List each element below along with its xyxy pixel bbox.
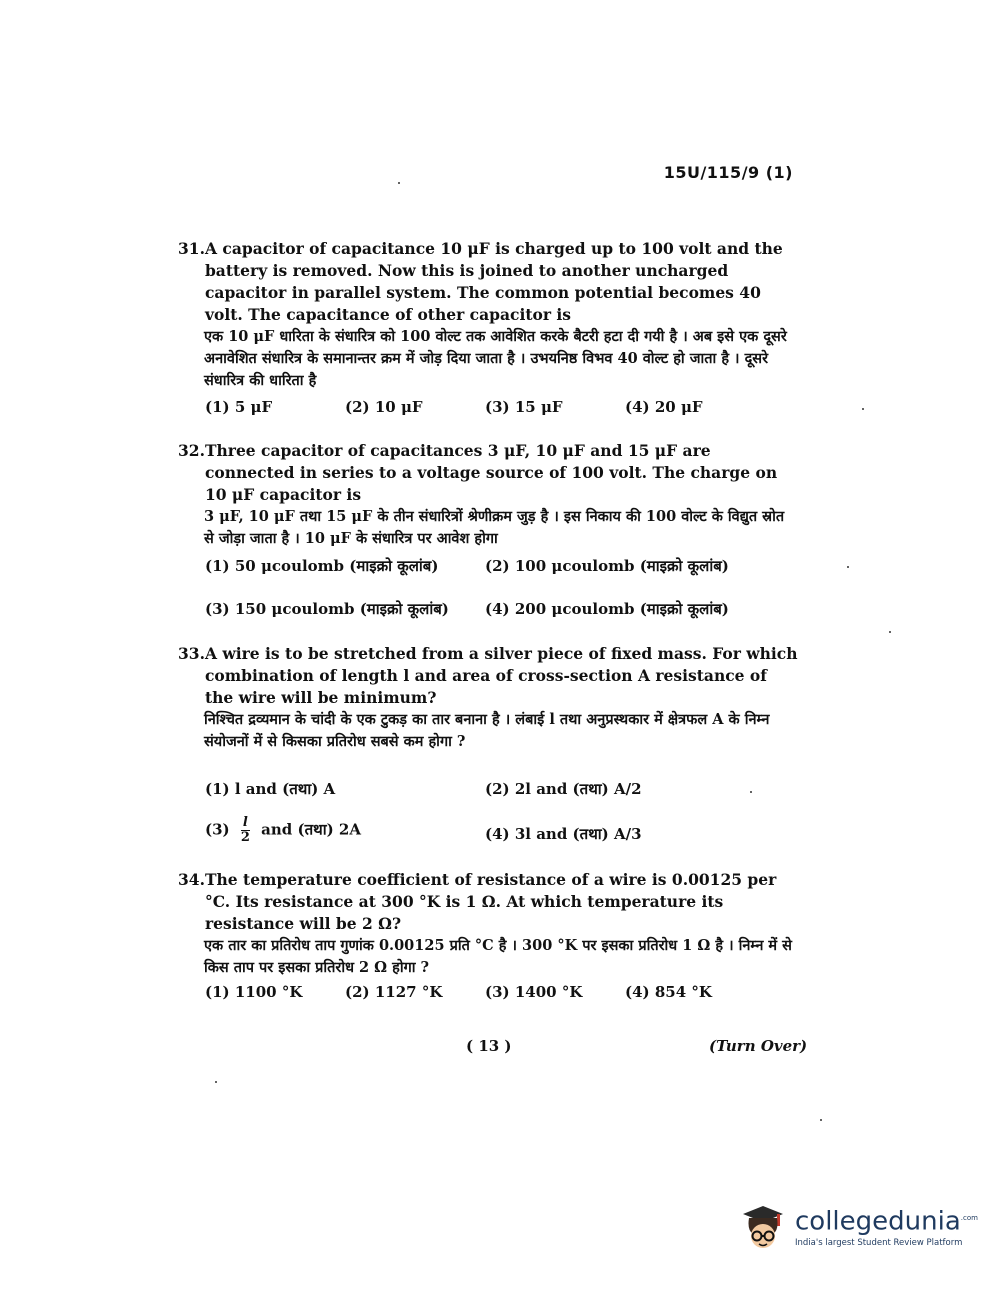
fraction [239, 816, 252, 845]
scan-speck [889, 631, 891, 633]
option-2: (2) 100 μcoulomb (माइक्रो कूलांब) [485, 557, 729, 575]
question-32 [178, 440, 798, 550]
fraction-numerator: l [242, 815, 248, 830]
question-hindi: निश्चित द्रव्यमान के चांदी के एक टुकड़ का तार बनाना है । लंबाई l तथा अनुप्रस्थकार में क्षेत्रफल A के निम्न संयोजनों में से किसका प्रतिरोध सबसे कम होगा ? [204, 711, 770, 750]
page-number: ( 13 ) [466, 1037, 512, 1055]
option-4: (4) 200 μcoulomb (माइक्रो कूलांब) [485, 600, 729, 618]
scan-speck [847, 566, 849, 568]
question-31 [178, 238, 798, 392]
option-4: (4) 3l and (तथा) A/3 [485, 825, 642, 843]
question-english: A capacitor of capacitance 10 μF is charged up to 100 volt and the battery is removed. Now this is joined to another uncharged capacitor in parallel system. The common potential becomes 40 volt. The capacitance of other capacitor is [204, 239, 783, 324]
option-1: (1) 50 μcoulomb (माइक्रो कूलांब) [205, 557, 439, 575]
scan-speck [398, 182, 400, 184]
question-english: The temperature coefficient of resistance of a wire is 0.00125 per °C. Its resistance at 300 °K is 1 Ω. At which temperature its resistance will be 2 Ω? [204, 870, 777, 933]
turn-over-label: (Turn Over) [709, 1037, 808, 1055]
option-2: (2) 10 μF [345, 398, 423, 416]
option-4: (4) 20 μF [625, 398, 703, 416]
question-34 [178, 869, 798, 979]
brand-name: collegedunia$^{.com}$ [795, 1206, 978, 1237]
question-number: 32. [178, 441, 205, 460]
scan-speck [862, 408, 864, 410]
option-3: (3) 1400 °K [485, 983, 583, 1001]
question-hindi: 3 μF, 10 μF तथा 15 μF के तीन संधारित्रों श्रेणीक्रम जुड़ है । इस निकाय की 100 वोल्ट के विद्युत स्रोत से जोड़ा जाता है । 10 μF के संधारित्र पर आवेश होगा [204, 508, 785, 547]
collegedunia-logo [737, 1200, 978, 1252]
question-33 [178, 643, 798, 753]
option-3-text: and (तथा) 2A [261, 820, 362, 839]
scan-speck [750, 791, 752, 793]
question-english: Three capacitor of capacitances 3 μF, 10 μF and 15 μF are connected in series to a voltage source of 100 volt. The charge on 10 μF capacitor is [204, 441, 778, 504]
option-3: (3) 15 μF [485, 398, 563, 416]
brand-tagline: India's largest Student Review Platform [795, 1237, 963, 1248]
option-1: (1) l and (तथा) A [205, 780, 336, 798]
scan-speck [215, 1081, 217, 1083]
paper-code: 15U/115/9 (1) [663, 163, 793, 182]
question-number: 31. [178, 239, 205, 258]
option-1: (1) 5 μF [205, 398, 273, 416]
question-number: 33. [178, 644, 205, 663]
question-hindi: एक 10 μF धारिता के संधारित्र को 100 वोल्ट तक आवेशित करके बैटरी हटा दी गयी है । अब इसे एक दूसरे अनावेशित संधारित्र के समानान्तर क्रम में जोड़ दिया जाता है । उभयनिष्ठ विभव 40 वोल्ट हो जाता है । दूसरे संधारित्र की धारिता है [204, 328, 787, 389]
question-number: 34. [178, 870, 205, 889]
option-1: (1) 1100 °K [205, 983, 303, 1001]
option-3-label: (3) [205, 820, 230, 839]
question-hindi: एक तार का प्रतिरोध ताप गुणांक 0.00125 प्रति °C है । 300 °K पर इसका प्रतिरोध 1 Ω है । निम्न में से किस ताप पर इसका प्रतिरोध 2 Ω होगा ? [204, 937, 792, 976]
question-english: A wire is to be stretched from a silver piece of fixed mass. For which combination of length l and area of cross-section A resistance of the wire will be minimum? [204, 644, 798, 707]
options-31 [205, 398, 765, 416]
option-2: (2) 1127 °K [345, 983, 443, 1001]
option-2: (2) 2l and (तथा) A/2 [485, 780, 642, 798]
fraction-denominator: 2 [240, 830, 250, 845]
option-3: (3) 150 μcoulomb (माइक्रो कूलांब) [205, 600, 449, 618]
option-3 [205, 816, 361, 845]
scan-speck [820, 1119, 822, 1121]
options-34 [205, 983, 765, 1001]
option-4: (4) 854 °K [625, 983, 712, 1001]
student-mascot-icon [737, 1200, 789, 1252]
